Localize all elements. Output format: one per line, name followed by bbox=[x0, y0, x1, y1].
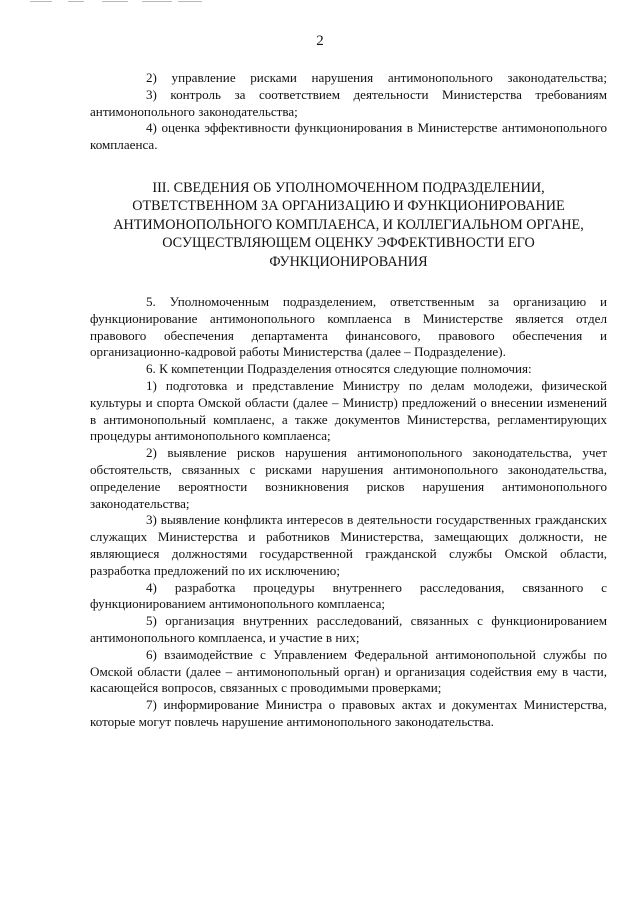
list-item: 2) выявление рисков нарушения антимонопольного законодательства, учет обстоятельств, связанных с рисками нарушения антимонопольного законодательства, определение вероятности возникновения рисков нарушения антимонопольного законодательства; bbox=[90, 445, 607, 511]
paragraph: 6. К компетенции Подразделения относятся следующие полномочия: bbox=[146, 361, 532, 377]
scan-header-marks bbox=[30, 0, 220, 3]
paragraph: 5. Уполномоченным подразделением, ответственным за организацию и функционирование антимонопольного комплаенса в Министерстве является отдел правового обеспечения департамента финансового, правового обеспечения и организационно-кадровой работы Министерства (далее – Подразделение). bbox=[90, 294, 607, 360]
list-item: 6) взаимодействие с Управлением Федеральной антимонопольной службы по Омской области (далее – антимонопольный орган) и организация содействия ему в части, касающейся вопросов, связанных с проводимыми проверками; bbox=[90, 646, 607, 696]
list-item: 5) организация внутренних расследований, связанных с функционированием антимонопольного комплаенса, и участие в них; bbox=[90, 613, 607, 645]
list-item: 2) управление рисками нарушения антимонопольного законодательства; bbox=[146, 70, 607, 85]
list-item: 3) выявление конфликта интересов в деятельности государственных гражданских служащих Министерства и работников Министерства, замещающих должности, не являющиеся должностями государственной гражданской службы Омской области, разработка предложений по их исключению; bbox=[90, 512, 607, 578]
list-item: 4) оценка эффективности функционирования в Министерстве антимонопольного комплаенса. bbox=[90, 120, 607, 153]
section-heading: III. СВЕДЕНИЯ ОБ УПОЛНОМОЧЕННОМ ПОДРАЗДЕЛЕНИИ, ОТВЕТСТВЕННОМ ЗА ОРГАНИЗАЦИЮ И ФУНКЦИОНИРОВАНИЕ АНТИМОНОПОЛЬНОГО КОМПЛАЕНСА, И КОЛЛЕГИАЛЬНОМ ОРГАНЕ, ОСУЩЕСТВЛЯЮЩЕМ ОЦЕНКУ ЭФФЕКТИВНОСТИ ЕГО ФУНКЦИОНИРОВАНИЯ bbox=[113, 179, 584, 270]
list-item: 3) контроль за соответствием деятельности Министерства требованиям антимонопольного законодательства; bbox=[90, 86, 607, 119]
list-item: 4) разработка процедуры внутреннего расследования, связанного с функционированием антимонопольного комплаенса; bbox=[90, 579, 607, 612]
page-number: 2 bbox=[316, 33, 324, 49]
document-body bbox=[90, 70, 607, 731]
list-item: 7) информирование Министра о правовых актах и документах Министерства, которые могут повлечь нарушение антимонопольного законодательства. bbox=[90, 697, 607, 729]
list-item: 1) подготовка и представление Министру по делам молодежи, физической культуры и спорта Омской области (далее – Министр) предложений о внесении изменений в антимонопольный комплаенс, а также документов Министерства, регламентирующих процедуры антимонопольного комплаенса; bbox=[90, 378, 607, 444]
